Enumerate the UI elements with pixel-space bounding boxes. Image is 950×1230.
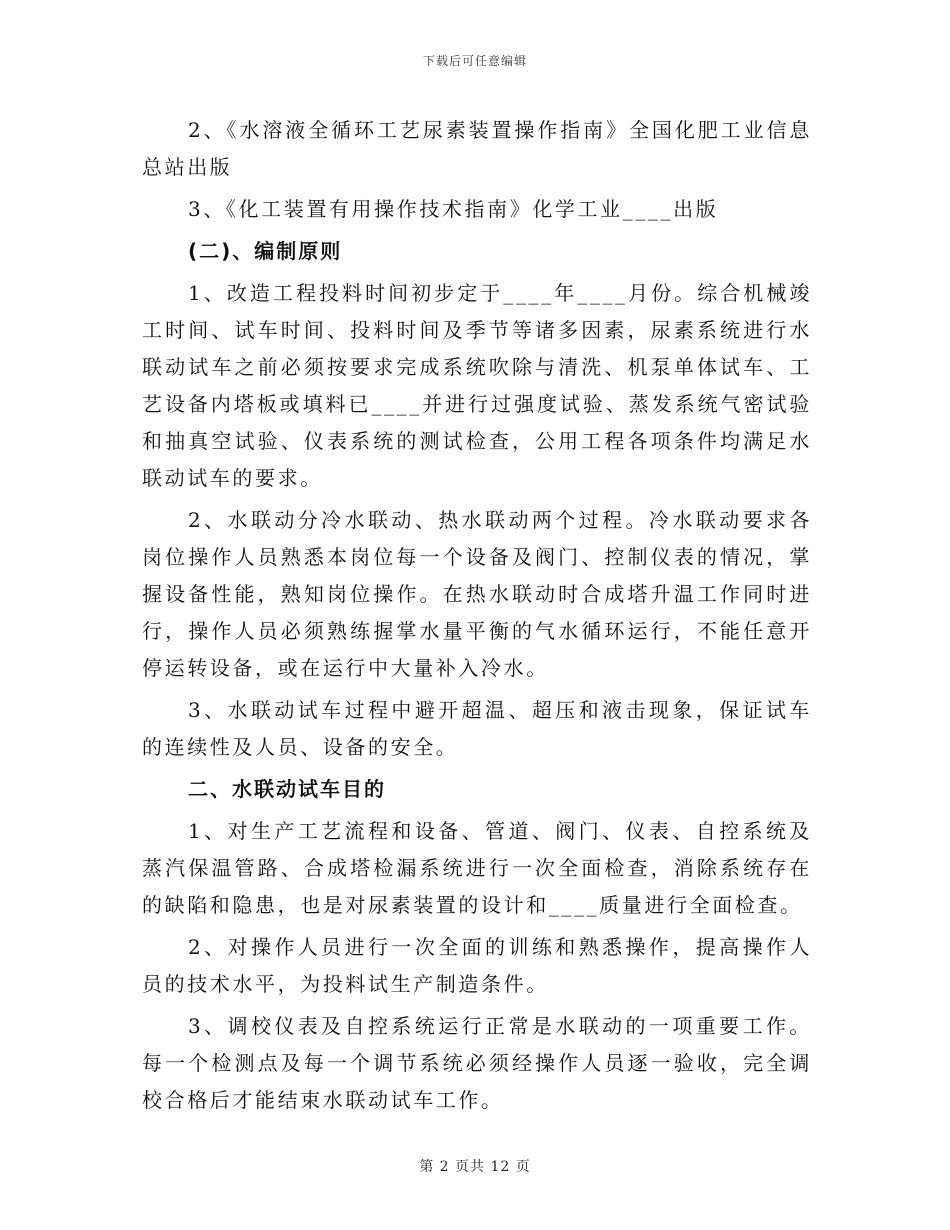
reference-item-3: 3、《化工装置有用操作技术指南》化学工业____出版 <box>188 197 719 221</box>
purpose-paragraph-3: 3、调校仪表及自控系统运行正常是水联动的一项重要工作。每一个检测点及每一个调节系统必须经操作人员逐一验收，完全调校合格后才能结束水联动试车工作。 <box>142 1014 812 1112</box>
purpose-paragraph-1: 1、对生产工艺流程和设备、管道、阀门、仪表、自控系统及蒸汽保温管路、合成塔检漏系统进行一次全面检查，消除系统存在的缺陷和隐患，也是对尿素装置的设计和____质量进行全面检查。 <box>142 819 812 917</box>
page-header: 下载后可任意编辑 <box>422 54 527 68</box>
section-heading-principles: (二)、编制原则 <box>188 239 343 263</box>
principle-paragraph-1: 1、改造工程投料时间初步定于____年____月份。综合机械竣工时间、试车时间、投料时间及季节等诸多因素，尿素系统进行水联动试车之前必须按要求完成系统吹除与清洗、机泵单体试车、工艺设备内塔板或填料已____并进行过强度试验、蒸发系统气密试验和抽真空试验、仪表系统的测试检查，公用工程各项条件均满足水联动试车的要求。 <box>142 281 812 490</box>
principle-paragraph-2: 2、水联动分冷水联动、热水联动两个过程。冷水联动要求各岗位操作人员熟悉本岗位每一个设备及阀门、控制仪表的情况，掌握设备性能，熟知岗位操作。在热水联动时合成塔升温工作同时进行，操作人员必须熟练握掌水量平衡的气水循环运行，不能任意开停运转设备，或在运行中大量补入冷水。 <box>142 508 812 680</box>
purpose-paragraph-2: 2、对操作人员进行一次全面的训练和熟悉操作，提高操作人员的技术水平，为投料试生产制造条件。 <box>142 935 812 996</box>
page-footer: 第 2 页共 12 页 <box>419 1159 531 1175</box>
reference-item-2: 2、《水溶液全循环工艺尿素装置操作指南》全国化肥工业信息总站出版 <box>142 118 812 179</box>
principle-paragraph-3: 3、水联动试车过程中避开超温、超压和液击现象，保证试车的连续性及人员、设备的安全。 <box>142 698 812 759</box>
document-body <box>142 112 812 1124</box>
section-heading-purpose: 二、水联动试车目的 <box>188 777 386 801</box>
